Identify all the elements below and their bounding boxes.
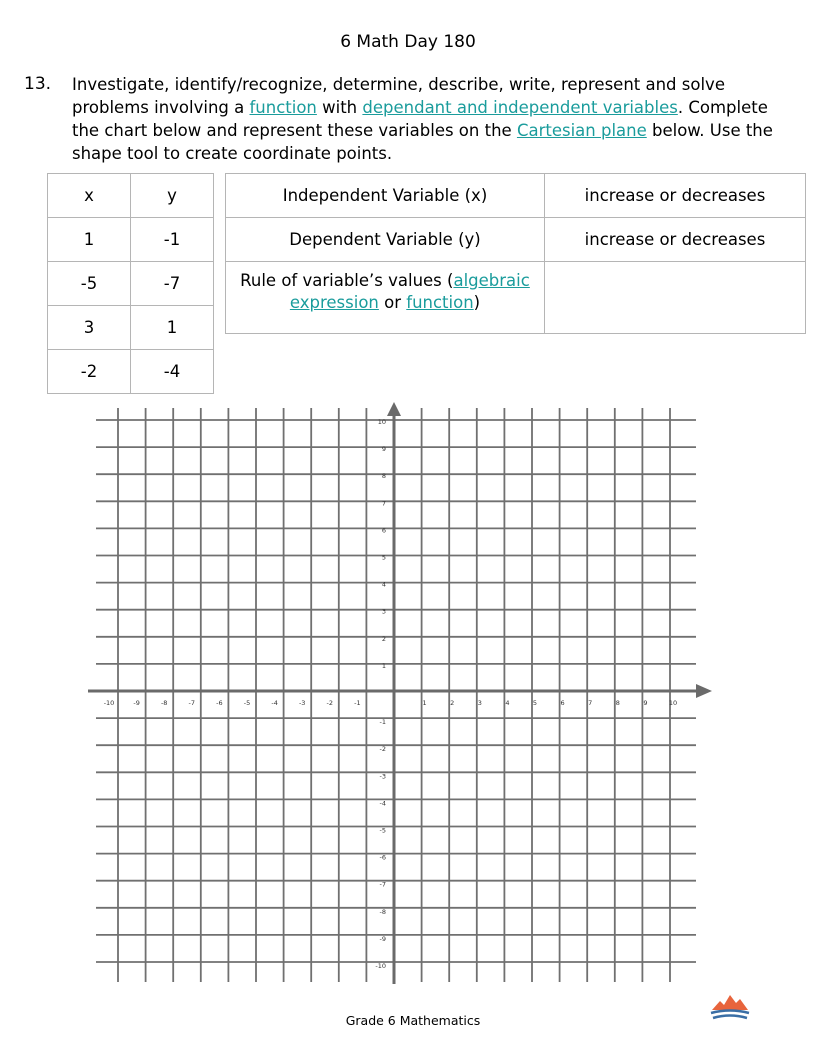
table-row xyxy=(48,218,214,262)
x-cell[interactable]: -5 xyxy=(48,262,131,306)
x-tick-label: 7 xyxy=(588,699,593,707)
y-cell[interactable]: -7 xyxy=(131,262,214,306)
table-row xyxy=(48,306,214,350)
table-row xyxy=(226,262,806,334)
link-cartesian-plane[interactable]: Cartesian plane xyxy=(516,121,647,140)
y-cell[interactable]: 1 xyxy=(131,306,214,350)
y-tick-label: -3 xyxy=(379,772,386,781)
rule-prefix: Rule of variable’s values ( xyxy=(240,271,454,290)
x-tick-label: 1 xyxy=(422,699,427,707)
footer-text: Grade 6 Mathematics xyxy=(345,1013,481,1028)
x-tick-label: -10 xyxy=(103,699,115,707)
x-tick-label: 6 xyxy=(560,699,565,707)
question-number: 13. xyxy=(24,74,52,94)
y-header: y xyxy=(131,174,214,218)
y-tick-label: -7 xyxy=(379,880,386,889)
rule-label xyxy=(226,262,545,334)
dependent-variable-answer[interactable]: increase or decreases xyxy=(545,218,806,262)
y-tick-label: -9 xyxy=(379,934,386,943)
mountain-book-logo xyxy=(709,992,751,1022)
question-text-part-1: Investigate, identify/recognize, determine, describe, write, represent and solve problems involving a xyxy=(72,75,725,117)
question-text xyxy=(72,73,792,165)
x-tick-label: 5 xyxy=(532,699,538,707)
y-tick-label: 8 xyxy=(381,472,386,481)
x-tick-label: -2 xyxy=(326,699,334,707)
y-tick-label: 7 xyxy=(381,499,386,508)
y-axis-arrow-icon xyxy=(387,402,401,416)
y-cell[interactable]: -1 xyxy=(131,218,214,262)
y-tick-label: 9 xyxy=(381,445,386,454)
link-function-rule[interactable]: function xyxy=(406,293,474,312)
variables-table xyxy=(225,173,806,334)
rule-answer[interactable] xyxy=(545,262,806,334)
page-title: 6 Math Day 180 xyxy=(340,32,476,52)
link-algebraic-expression[interactable]: algebraic expression xyxy=(289,271,530,312)
y-tick-label: 5 xyxy=(381,553,386,562)
table-row xyxy=(48,350,214,394)
table-row xyxy=(226,218,806,262)
x-header: x xyxy=(48,174,131,218)
x-tick-label: -3 xyxy=(298,699,306,707)
x-tick-label: 2 xyxy=(450,699,455,707)
x-tick-label: -1 xyxy=(354,699,361,707)
x-tick-label: -4 xyxy=(271,699,278,707)
xy-table xyxy=(47,173,214,394)
x-tick-label: -6 xyxy=(216,699,223,707)
x-cell[interactable]: 1 xyxy=(48,218,131,262)
x-tick-label: 3 xyxy=(477,699,482,707)
independent-variable-label: Independent Variable (x) xyxy=(226,174,545,218)
question-text-part-4: below. Use the shape tool to create coordinate points. xyxy=(72,121,773,163)
y-tick-label: -6 xyxy=(379,853,386,862)
y-cell[interactable]: -4 xyxy=(131,350,214,394)
y-tick-label: -10 xyxy=(375,962,386,970)
dependent-variable-label: Dependent Variable (y) xyxy=(226,218,545,262)
y-tick-label: 6 xyxy=(381,526,386,535)
x-tick-label: -8 xyxy=(160,699,168,707)
table-row xyxy=(48,262,214,306)
link-dependant-independent-variables[interactable]: dependant and independent variables xyxy=(362,98,678,117)
question-text-part-3: . Complete the chart below and represent these variables on the xyxy=(72,98,768,140)
y-tick-label: 10 xyxy=(377,418,386,426)
x-tick-label: 4 xyxy=(505,699,510,707)
table-row xyxy=(226,174,806,218)
y-tick-label: 2 xyxy=(381,634,386,643)
x-tick-label: -7 xyxy=(188,699,196,707)
x-tick-label: 9 xyxy=(643,699,648,707)
question-text-part-2: with xyxy=(316,98,363,117)
y-tick-label: 3 xyxy=(381,607,386,616)
y-tick-label: 4 xyxy=(381,580,386,589)
independent-variable-answer[interactable]: increase or decreases xyxy=(545,174,806,218)
rule-mid: or xyxy=(378,293,407,312)
y-tick-label: 1 xyxy=(381,661,386,670)
x-cell[interactable]: -2 xyxy=(48,350,131,394)
y-tick-label: -5 xyxy=(379,826,386,835)
x-cell[interactable]: 3 xyxy=(48,306,131,350)
y-tick-label: -2 xyxy=(379,745,386,754)
x-tick-label: -9 xyxy=(133,699,140,707)
y-tick-label: -8 xyxy=(379,907,386,916)
x-tick-label: 10 xyxy=(668,699,678,707)
x-tick-label: 8 xyxy=(615,699,620,707)
y-tick-label: -4 xyxy=(379,799,386,808)
xy-table-header xyxy=(48,174,214,218)
y-tick-label: -1 xyxy=(379,718,386,727)
cartesian-plane[interactable] xyxy=(86,400,716,990)
rule-suffix: ) xyxy=(473,293,481,312)
x-tick-label: -5 xyxy=(243,699,251,707)
x-axis-arrow-icon xyxy=(696,684,712,698)
link-function[interactable]: function xyxy=(249,98,317,117)
